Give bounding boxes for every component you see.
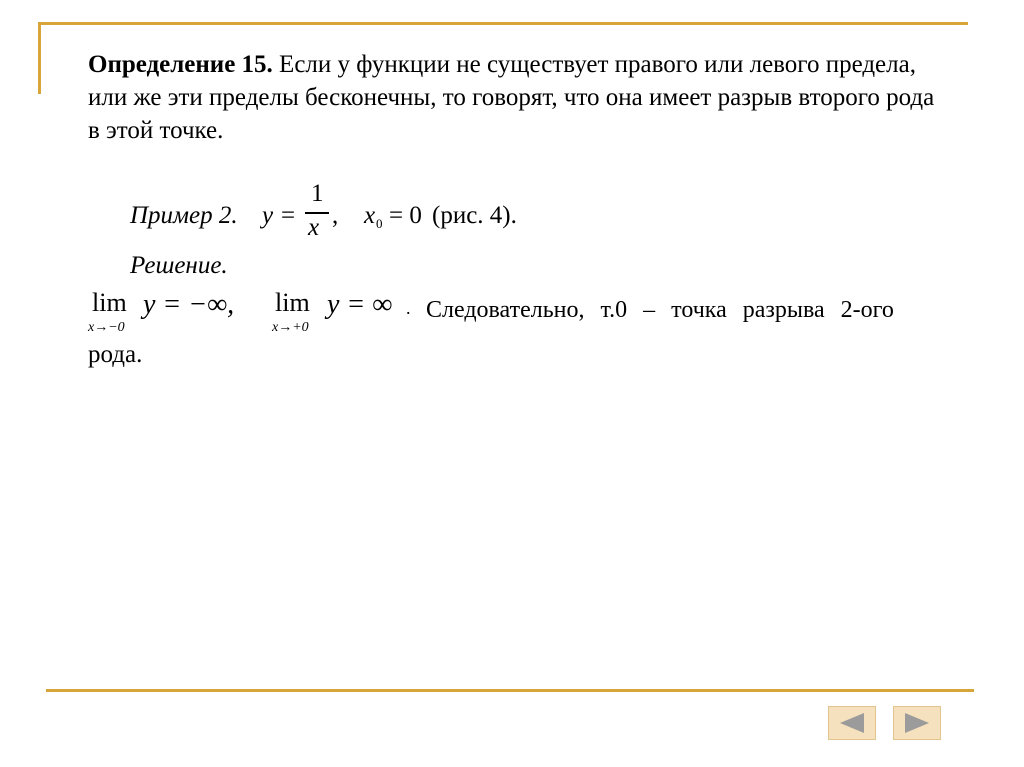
x0-variable: x	[364, 202, 376, 229]
x0-equals: = 0	[389, 202, 422, 229]
conclusion-end: рода.	[88, 341, 143, 368]
bottom-divider	[46, 689, 974, 692]
limits-line	[88, 284, 988, 364]
frame-top-border	[38, 22, 968, 25]
definition-paragraph	[88, 48, 948, 147]
triangle-right-icon	[903, 712, 931, 734]
next-slide-button[interactable]	[893, 706, 941, 740]
lim1-expression: y = −∞,	[143, 289, 235, 320]
definition-text: Если у функции не существует правого или левого предела, или же эти пределы бесконечны, то говорят, что она имеет разрыв второго рода в этой точке.	[88, 51, 935, 144]
example-block	[130, 182, 730, 252]
definition-heading: Определение 15.	[88, 51, 273, 78]
lim1-under: x→−0	[88, 320, 125, 335]
figure-reference: (рис. 4).	[432, 202, 517, 229]
fraction-numerator: 1	[311, 180, 324, 207]
lim2-lim: lim	[275, 288, 310, 317]
lim2-under: x→+0	[272, 320, 309, 335]
previous-slide-button[interactable]	[828, 706, 876, 740]
limits-dot: .	[406, 298, 411, 318]
example-y-equals: y =	[262, 202, 297, 229]
lim2-expression: y = ∞	[327, 289, 393, 320]
x0-subscript: 0	[376, 216, 383, 231]
example-label: Пример 2.	[130, 202, 238, 229]
lim1-lim: lim	[92, 288, 127, 317]
solution-label: Решение.	[130, 252, 228, 279]
frame-left-border	[38, 22, 41, 94]
example-comma: ,	[332, 202, 339, 229]
conclusion-text: Следовательно, т.0 – точка разрыва 2-ого	[426, 297, 894, 323]
triangle-left-icon	[838, 712, 866, 734]
fraction-denominator: x	[308, 214, 320, 241]
